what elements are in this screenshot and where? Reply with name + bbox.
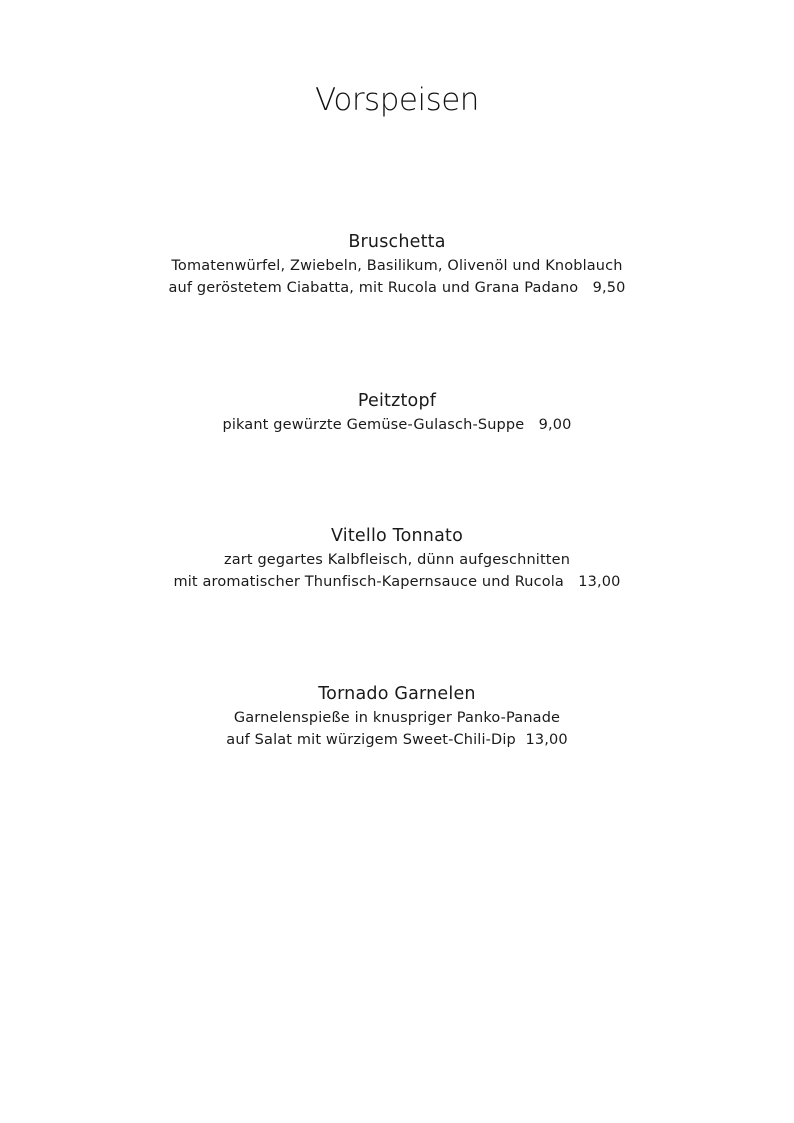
item-name: Bruschetta bbox=[348, 232, 446, 252]
menu-item-vitello-tonnato bbox=[0, 525, 794, 593]
item-name: Tornado Garnelen bbox=[318, 684, 476, 704]
item-price: 9,00 bbox=[538, 417, 572, 433]
item-description-line: pikant gewürzte Gemüse-Gulasch-Suppe 9,00 bbox=[222, 417, 572, 433]
item-price: 13,00 bbox=[525, 732, 568, 748]
page-title: Vorspeisen bbox=[315, 82, 479, 118]
menu-item-tornado-garnelen bbox=[0, 683, 794, 751]
menu-item-bruschetta bbox=[0, 231, 794, 299]
item-description-line: mit aromatischer Thunfisch-Kapernsauce und Rucola 13,00 bbox=[173, 574, 621, 590]
item-price: 13,00 bbox=[578, 574, 621, 590]
item-description-line: auf geröstetem Ciabatta, mit Rucola und Grana Padano 9,50 bbox=[168, 280, 626, 296]
item-name: Vitello Tonnato bbox=[331, 526, 463, 546]
item-description-line: Garnelenspieße in knuspriger Panko-Panade bbox=[233, 710, 561, 726]
item-name: Peitztopf bbox=[357, 391, 437, 411]
item-price: 9,50 bbox=[592, 280, 626, 296]
menu-item-peitztopf bbox=[0, 390, 794, 436]
item-description-line: zart gegartes Kalbfleisch, dünn aufgeschnitten bbox=[223, 552, 571, 568]
item-description-line: auf Salat mit würzigem Sweet-Chili-Dip 13,00 bbox=[226, 732, 568, 748]
item-description-line: Tomatenwürfel, Zwiebeln, Basilikum, Olivenöl und Knoblauch bbox=[171, 258, 623, 274]
